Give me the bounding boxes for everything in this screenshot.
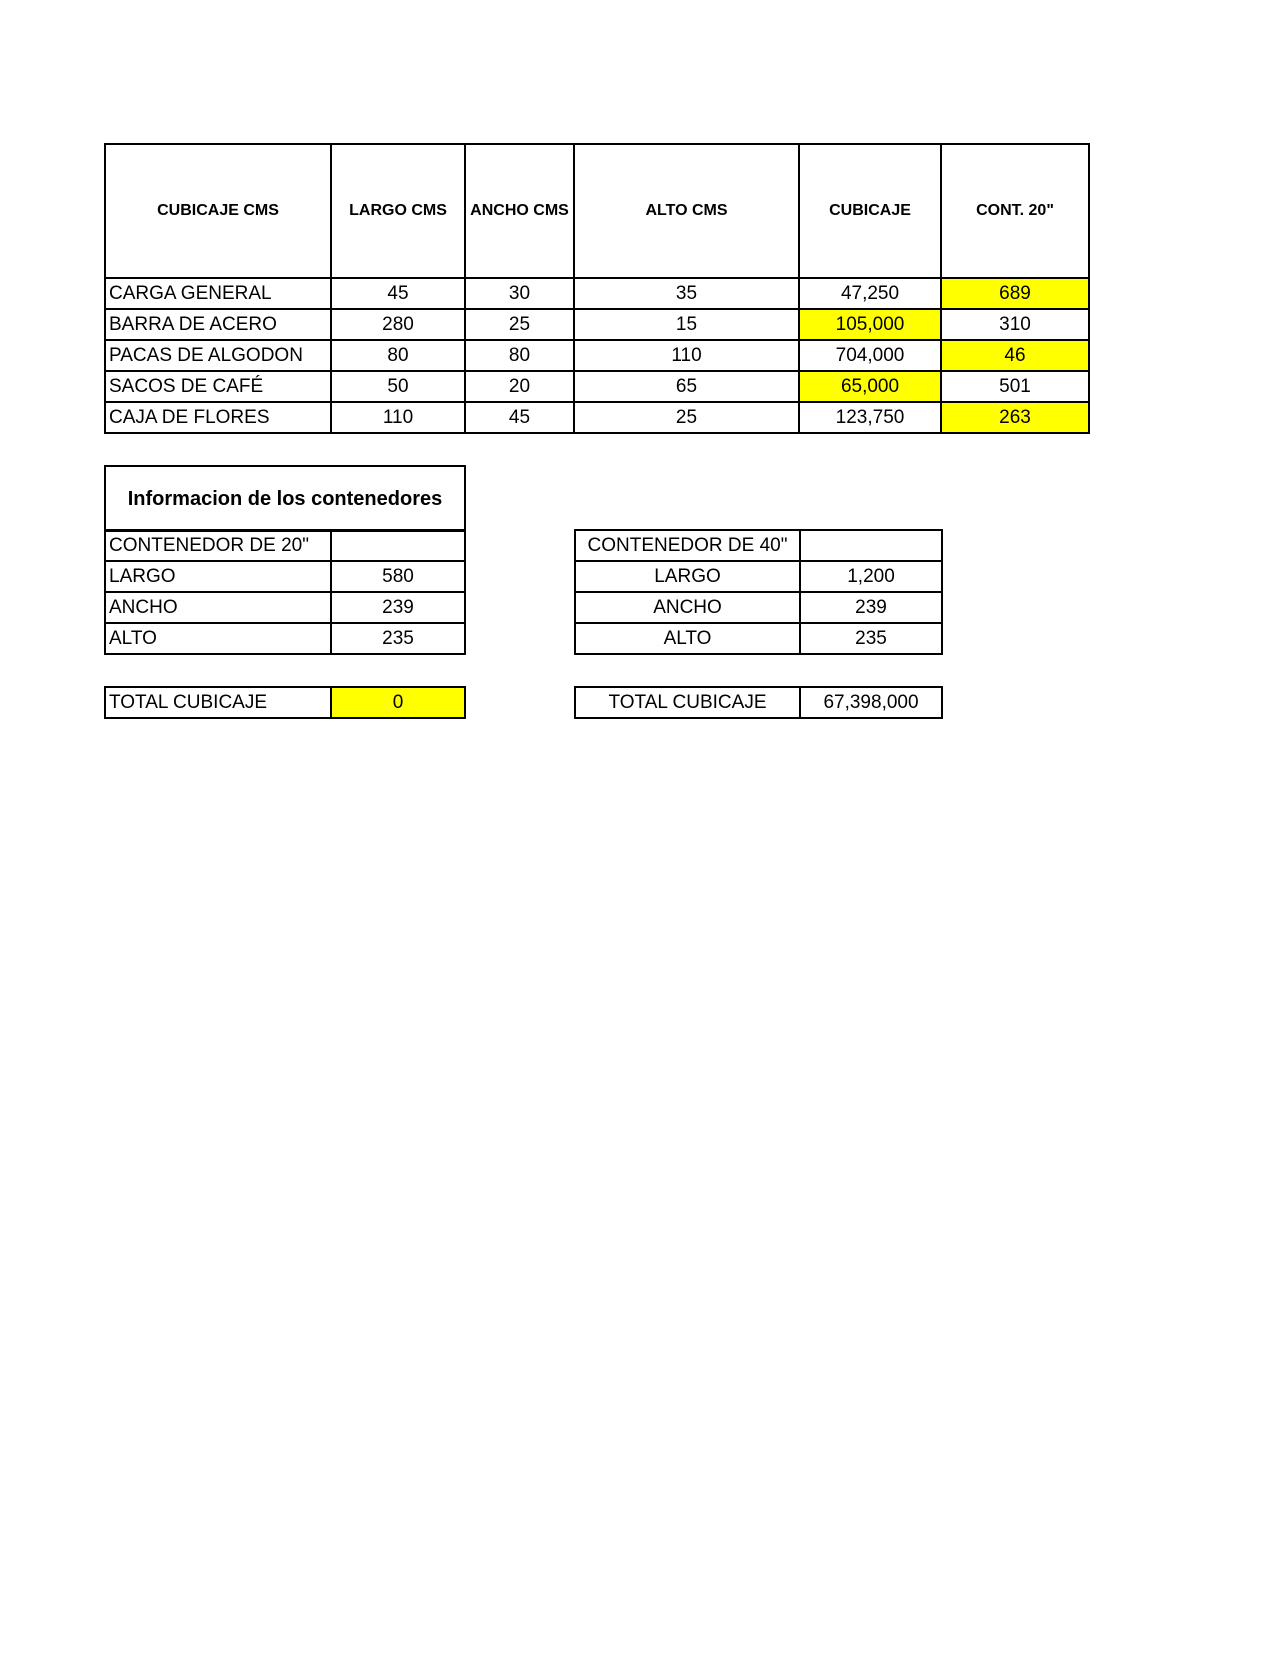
- cell-name[interactable]: CAJA DE FLORES: [105, 402, 331, 433]
- table-row: [105, 561, 465, 592]
- cubicaje-table: [104, 143, 1090, 434]
- total-cubicaje-20-value[interactable]: 0: [331, 687, 465, 718]
- cell-cubicaje[interactable]: 105,000: [799, 309, 941, 340]
- cell-alto[interactable]: 15: [574, 309, 799, 340]
- header-alto-cms[interactable]: ALTO CMS: [574, 144, 799, 278]
- cell-value[interactable]: 239: [331, 592, 465, 623]
- table-row: [105, 530, 465, 561]
- table-row: [105, 687, 465, 718]
- total-cubicaje-40-value[interactable]: 67,398,000: [800, 687, 942, 718]
- container-info-title[interactable]: Informacion de los contenedores: [105, 466, 465, 531]
- container-20-title[interactable]: CONTENEDOR DE 20": [105, 530, 331, 561]
- header-largo-cms[interactable]: LARGO CMS: [331, 144, 465, 278]
- cell-ancho[interactable]: 45: [465, 402, 574, 433]
- cell-cont20[interactable]: 310: [941, 309, 1089, 340]
- cell-value[interactable]: 580: [331, 561, 465, 592]
- cell-cont20[interactable]: 689: [941, 278, 1089, 309]
- container-info-title-box: [104, 465, 466, 532]
- cell-ancho[interactable]: 25: [465, 309, 574, 340]
- cell-value[interactable]: 235: [800, 623, 942, 654]
- cell-largo[interactable]: 80: [331, 340, 465, 371]
- header-cubicaje-cms[interactable]: CUBICAJE CMS: [105, 144, 331, 278]
- table-row: [575, 592, 942, 623]
- cell-label[interactable]: ANCHO: [575, 592, 800, 623]
- table-row: [105, 592, 465, 623]
- cell-cont20[interactable]: 46: [941, 340, 1089, 371]
- header-cubicaje[interactable]: CUBICAJE: [799, 144, 941, 278]
- cell-label[interactable]: LARGO: [575, 561, 800, 592]
- cell-label[interactable]: LARGO: [105, 561, 331, 592]
- cell-name[interactable]: BARRA DE ACERO: [105, 309, 331, 340]
- cell-cubicaje[interactable]: 704,000: [799, 340, 941, 371]
- container-40-title-value[interactable]: [800, 530, 942, 561]
- table-row: [105, 623, 465, 654]
- cell-cubicaje[interactable]: 47,250: [799, 278, 941, 309]
- cell-largo[interactable]: 110: [331, 402, 465, 433]
- cell-cont20[interactable]: 501: [941, 371, 1089, 402]
- cell-cubicaje[interactable]: 65,000: [799, 371, 941, 402]
- cell-ancho[interactable]: 20: [465, 371, 574, 402]
- table-row: [105, 402, 1089, 433]
- cell-cubicaje[interactable]: 123,750: [799, 402, 941, 433]
- cell-cont20[interactable]: 263: [941, 402, 1089, 433]
- cell-alto[interactable]: 25: [574, 402, 799, 433]
- cell-label[interactable]: ALTO: [105, 623, 331, 654]
- cell-value[interactable]: 235: [331, 623, 465, 654]
- cell-ancho[interactable]: 80: [465, 340, 574, 371]
- container-40-title[interactable]: CONTENEDOR DE 40": [575, 530, 800, 561]
- cell-ancho[interactable]: 30: [465, 278, 574, 309]
- table-row: [575, 687, 942, 718]
- container-20-title-value[interactable]: [331, 530, 465, 561]
- cell-alto[interactable]: 65: [574, 371, 799, 402]
- header-cont-20[interactable]: CONT. 20": [941, 144, 1089, 278]
- total-cubicaje-40-label[interactable]: TOTAL CUBICAJE: [575, 687, 800, 718]
- table-row: [105, 309, 1089, 340]
- header-row: [105, 144, 1089, 278]
- cell-name[interactable]: SACOS DE CAFÉ: [105, 371, 331, 402]
- cell-label[interactable]: ANCHO: [105, 592, 331, 623]
- table-row: [105, 371, 1089, 402]
- cell-largo[interactable]: 280: [331, 309, 465, 340]
- total-cubicaje-20-label[interactable]: TOTAL CUBICAJE: [105, 687, 331, 718]
- container-20-total-table: [104, 686, 466, 719]
- table-row: [575, 530, 942, 561]
- cell-label[interactable]: ALTO: [575, 623, 800, 654]
- table-row: [575, 561, 942, 592]
- container-40-total-table: [574, 686, 943, 719]
- cell-value[interactable]: 1,200: [800, 561, 942, 592]
- header-ancho-cms[interactable]: ANCHO CMS: [465, 144, 574, 278]
- cell-name[interactable]: PACAS DE ALGODON: [105, 340, 331, 371]
- cell-alto[interactable]: 110: [574, 340, 799, 371]
- table-row: [105, 278, 1089, 309]
- container-40-table: [574, 529, 943, 655]
- table-row: [105, 340, 1089, 371]
- cell-name[interactable]: CARGA GENERAL: [105, 278, 331, 309]
- cell-largo[interactable]: 50: [331, 371, 465, 402]
- cell-alto[interactable]: 35: [574, 278, 799, 309]
- cell-largo[interactable]: 45: [331, 278, 465, 309]
- container-20-table: [104, 529, 466, 655]
- cell-value[interactable]: 239: [800, 592, 942, 623]
- table-row: [575, 623, 942, 654]
